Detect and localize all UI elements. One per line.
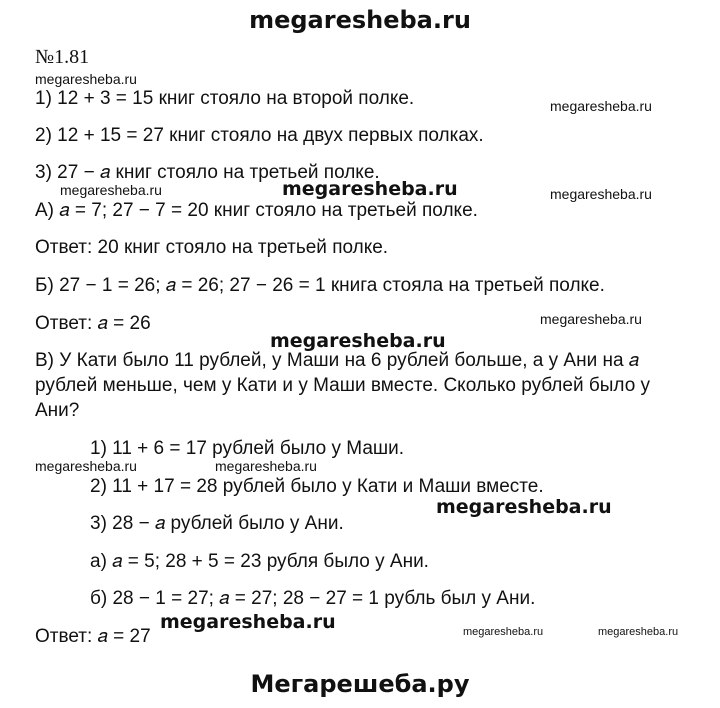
watermark: megaresheba.ru bbox=[598, 626, 679, 638]
watermark-large: megaresheba.ru bbox=[436, 496, 612, 518]
solution-line-14: а) 𝑎 = 5; 28 + 5 = 23 рубля было у Ани. bbox=[90, 551, 429, 572]
solution-line-6: Б) 27 − 1 = 26; 𝑎 = 26; 27 − 26 = 1 книга стояла на третьей полке. bbox=[35, 275, 605, 296]
watermark: megaresheba.ru bbox=[463, 626, 544, 638]
solution-line-10: Ани? bbox=[35, 400, 80, 421]
solution-line-3: 3) 27 − 𝑎 книг стояло на третьей полке. bbox=[35, 162, 380, 183]
solution-line-11: 1) 11 + 6 = 17 рублей было у Маши. bbox=[90, 438, 405, 459]
answer-v: Ответ: 𝑎 = 27 bbox=[35, 626, 151, 647]
watermark: megaresheba.ru bbox=[60, 182, 162, 198]
footer-title: Мегарешеба.ру bbox=[250, 670, 470, 698]
answer-b: Ответ: 𝑎 = 26 bbox=[35, 313, 151, 334]
watermark: megaresheba.ru bbox=[540, 311, 642, 327]
solution-line-5: Ответ: 20 книг стояло на третьей полке. bbox=[35, 237, 389, 258]
watermark: megaresheba.ru bbox=[550, 98, 652, 114]
solution-line-4: А) 𝑎 = 7; 27 − 7 = 20 книг стояло на третьей полке. bbox=[35, 200, 478, 221]
problem-number: №1.81 bbox=[35, 46, 90, 68]
watermark: megaresheba.ru bbox=[215, 458, 317, 474]
watermark-large: megaresheba.ru bbox=[270, 330, 446, 352]
solution-line-2: 2) 12 + 15 = 27 книг стояло на двух первых полках. bbox=[35, 125, 484, 146]
watermark-large: megaresheba.ru bbox=[282, 178, 458, 200]
site-title: megaresheba.ru bbox=[249, 6, 471, 34]
solution-line-12: 2) 11 + 17 = 28 рублей было у Кати и Маши вместе. bbox=[90, 476, 544, 497]
watermark: megaresheba.ru bbox=[550, 186, 652, 202]
solution-line-9: рублей меньше, чем у Кати и у Маши вместе. Сколько рублей было у bbox=[35, 375, 651, 396]
solution-line-8: В) У Кати было 11 рублей, у Маши на 6 рублей больше, а у Ани на 𝑎 bbox=[35, 350, 640, 371]
watermark: megaresheba.ru bbox=[35, 71, 137, 87]
solution-line-13: 3) 28 − 𝑎 рублей было у Ани. bbox=[90, 513, 344, 534]
watermark: megaresheba.ru bbox=[35, 458, 137, 474]
solution-line-1: 1) 12 + 3 = 15 книг стояло на второй полке. bbox=[35, 88, 415, 109]
watermark-large: megaresheba.ru bbox=[160, 611, 336, 633]
solution-line-15: б) 28 − 1 = 27; 𝑎 = 27; 28 − 27 = 1 рубль был у Ани. bbox=[90, 588, 536, 609]
